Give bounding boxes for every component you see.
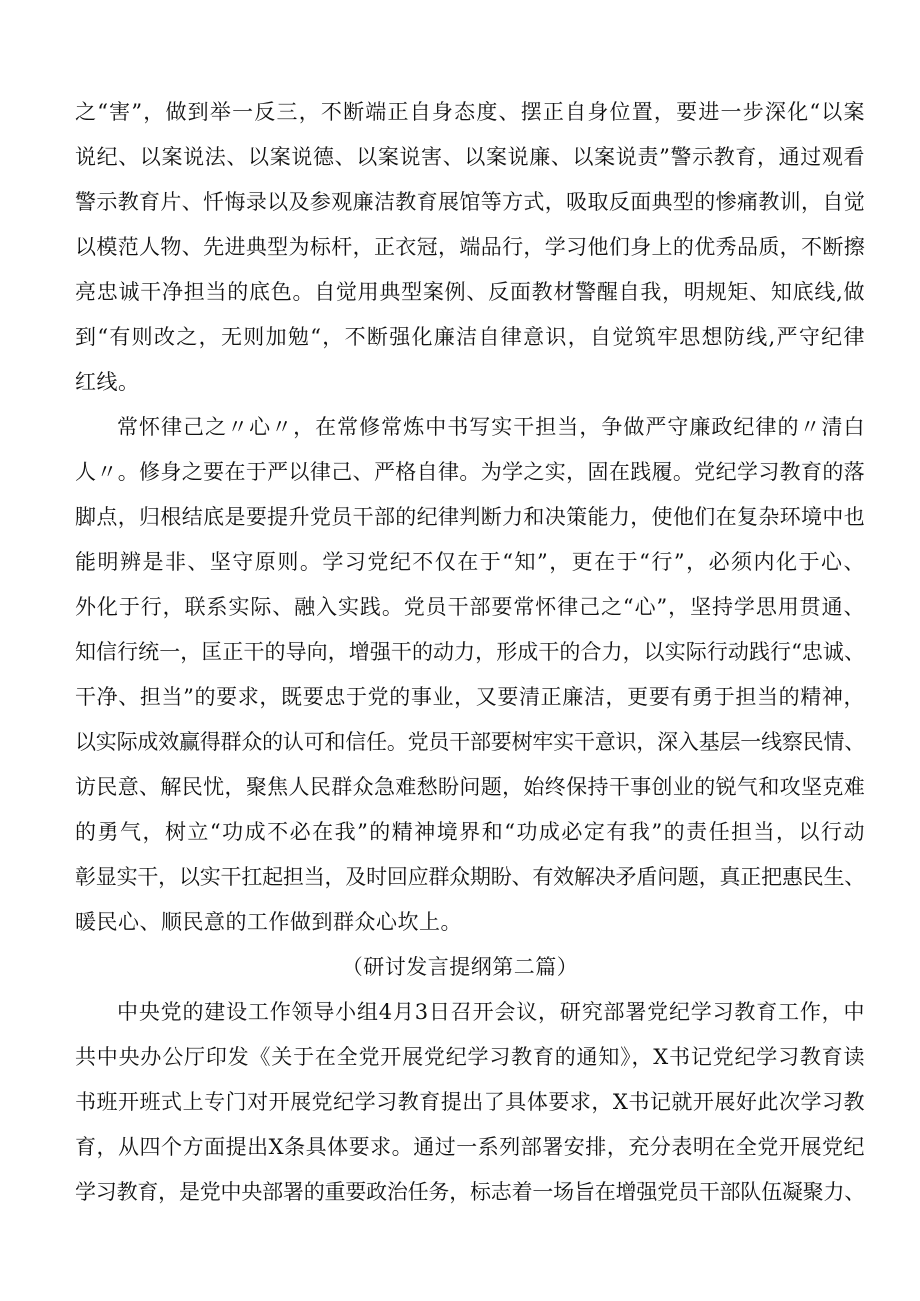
paragraph-2-line: 访民意、解民忧，聚焦人民群众急难愁盼问题，始终保持干事创业的锐气和攻坚克难: [75, 775, 865, 799]
paragraph-2-line: 人〃。修身之要在于严以律己、严格自律。为学之实，固在践履。党纪学习教育的落: [75, 460, 865, 484]
paragraph-2-line: 外化于行，联系实际、融入实践。党员干部要常怀律己之“心”，坚持学思用贯通、: [75, 595, 865, 619]
paragraph-3-line: 中央党的建设工作领导小组4月3日召开会议，研究部署党纪学习教育工作，中: [117, 1000, 865, 1024]
paragraph-3-line: 书班开班式上专门对开展党纪学习教育提出了具体要求，X书记就开展好此次学习教: [75, 1090, 865, 1114]
paragraph-1-line: 红线。: [75, 370, 140, 394]
paragraph-1-line: 说纪、以案说法、以案说德、以案说害、以案说廉、以案说责”警示教育，通过观看: [75, 145, 865, 169]
paragraph-1-line: 亮忠诚干净担当的底色。自觉用典型案例、反面教材警醒自我，明规矩、知底线,做: [75, 280, 865, 304]
paragraph-1-line: 到“有则改之，无则加勉“，不断强化廉洁自律意识，自觉筑牢思想防线,严守纪律: [75, 325, 865, 349]
paragraph-2-line: 暖民心、顺民意的工作做到群众心坎上。: [75, 910, 462, 934]
paragraph-2-line: 脚点，归根结底是要提升党员干部的纪律判断力和决策能力，使他们在复杂环境中也: [75, 505, 865, 529]
paragraph-2-line: 常怀律己之〃心〃，在常修常炼中书写实干担当，争做严守廉政纪律的〃清白: [117, 415, 865, 439]
paragraph-3-line: 育，从四个方面提出X条具体要求。通过一系列部署安排，充分表明在全党开展党纪: [75, 1135, 865, 1159]
paragraph-2-line: 知信行统一，匡正干的导向，增强干的动力，形成干的合力，以实际行动践行“忠诚、: [75, 640, 865, 664]
paragraph-3-line: 学习教育，是党中央部署的重要政治任务，标志着一场旨在增强党员干部队伍凝聚力、: [75, 1180, 865, 1204]
paragraph-1-line: 之“害”，做到举一反三，不断端正自身态度、摆正自身位置，要进一步深化“以案: [75, 100, 865, 124]
paragraph-3-line: 共中央办公厅印发《关于在全党开展党纪学习教育的通知》，X书记党纪学习教育读: [75, 1045, 865, 1069]
paragraph-2-line: 彰显实干，以实干扛起担当，及时回应群众期盼、有效解决矛盾问题，真正把惠民生、: [75, 865, 865, 889]
paragraph-2-line: 的勇气，树立“功成不必在我”的精神境界和“功成必定有我”的责任担当，以行动: [75, 820, 865, 844]
paragraph-2-line: 以实际成效赢得群众的认可和信任。党员干部要树牢实干意识，深入基层一线察民情、: [75, 730, 865, 754]
paragraph-1-line: 警示教育片、忏悔录以及参观廉洁教育展馆等方式，吸取反面典型的惨痛教训，自觉: [75, 190, 865, 214]
paragraph-2-line: 干净、担当”的要求，既要忠于党的事业，又要清正廉洁，更要有勇于担当的精神，: [75, 685, 865, 709]
section-heading: （研讨发言提纲第二篇）: [341, 955, 579, 979]
paragraph-1-line: 以模范人物、先进典型为标杆，正衣冠，端品行，学习他们身上的优秀品质，不断擦: [75, 235, 865, 259]
paragraph-2-line: 能明辨是非、坚守原则。学习党纪不仅在于“知”，更在于“行”，必须内化于心、: [75, 550, 865, 574]
